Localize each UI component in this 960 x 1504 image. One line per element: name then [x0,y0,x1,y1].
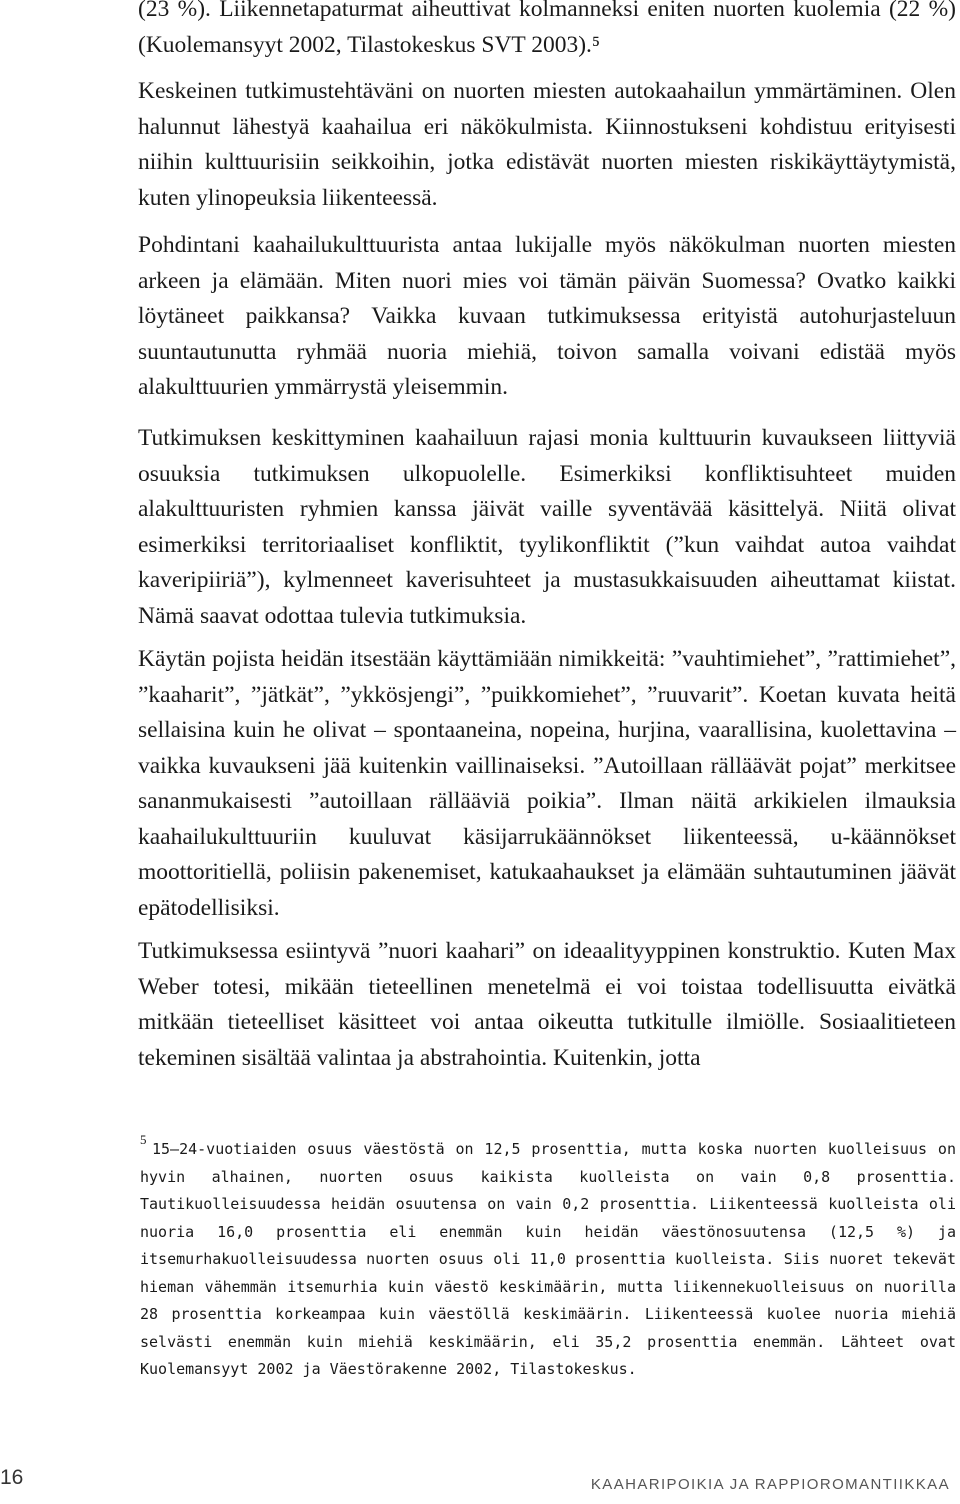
body-paragraph: Pohdintani kaahailukulttuurista antaa lukijalle myös näkökulman nuorten miesten arkeen ja elämään. Miten nuori mies voi tämän päivän Suomessa? Ovatko kaikki löytäneet paikkansa? Vaikka kuvaan tutkimuksessa erityistä autohurjasteluun suuntautunutta ryhmää nuoria miehiä, toivon samalla voivani edistää myös alakulttuurien ymmärrystä yleisemmin. [138,232,956,400]
page-number: 16 [0,1466,24,1489]
body-paragraph: Tutkimuksen keskittyminen kaahailuun rajasi monia kulttuurin kuvaukseen liittyviä osuuksia tutkimuksen ulkopuolelle. Esimerkiksi konfliktisuhteet muiden alakulttuuristen ryhmien kanssa jäivät vaille syventävää käsittelyä. Niitä olivat esimerkiksi territoriaaliset konfliktit, tyylikonfliktit (”kun vaihdat autoa vaihdat kaveripiiriä”), kylmenneet kaverisuhteet ja mustasukkaisuuden aiheuttamat kiistat. Nämä saavat odottaa tulevia tutkimuksia. [138,425,956,629]
body-paragraph: (23 %). Liikennetapaturmat aiheuttivat kolmanneksi eniten nuorten kuolemia (22 %) (Kuolemansyyt 2002, Tilastokeskus SVT 2003).⁵ [138,0,956,58]
running-head: KAAHARIPOIKIA JA RAPPIOROMANTIIKKAA [590,1476,950,1493]
body-paragraph: Keskeinen tutkimustehtäväni on nuorten miesten autokaahailun ymmärtäminen. Olen halunnut lähestyä kaahailua eri näkökulmista. Kiinnostukseni kohdistuu erityisesti niihin kulttuurisiin seikkoihin, jotka edistävät nuorten miesten riskikäyttäytymistä, kuten ylinopeuksia liikenteessä. [138,78,956,211]
body-paragraph: Käytän pojista heidän itsestään käyttämiään nimikkeitä: ”vauhtimiehet”, ”rattimiehet”, ”kaaharit”, ”jätkät”, ”ykkösjengi”, ”puikkomiehet”, ”ruuvarit”. Koetan kuvata heitä sellaisina kuin he olivat – spontaaneina, nopeina, hurjina, vaarallisina, kuolettavina – vaikka kuvaukseni jää kuitenkin vaillinaiseksi. ”Autoillaan rälläävät pojat” merkitsee sananmukaisesti ”autoillaan rällääviä poikia”. Ilman näitä arkikielen ilmauksia kaahailukulttuuriin kuuluvat käsijarrukäännökset liikenteessä, u-käännökset moottoritiellä, poliisin pakenemiset, katukaahaukset ja elämään suhtautuminen jäävät epätodellisiksi. [138,646,956,921]
footnote-text: 15–24-vuotiaiden osuus väestöstä on 12,5 prosenttia, mutta koska nuorten kuolleisuus on hyvin alhainen, nuorten osuus kaikista kuolleista on vain 0,8 prosenttia. Tautikuolleisuudessa heidän osuutensa on vain 0,2 prosenttia. Liikenteessä kuolleista oli nuoria 16,0 prosenttia eli enemmän kuin heidän väestönosuutensa (12,5 %) ja itsemurhakuolleisuudessa nuorten osuus oli 11,0 prosenttia kuolleista. Siis nuoret tekevät hieman vähemmän itsemurhia kuin väestö keskimäärin, mutta liikennekuolleisuus on nuorilla 28 prosenttia korkeampaa kuin väestöllä keskimäärin. Liikenteessä kuolee nuoria miehiä selvästi enemmän kuin miehiä keskimäärin, eli 35,2 prosenttia enemmän. Lähteet ovat Kuolemansyyt 2002 ja Väestörakenne 2002, Tilastokeskus. [140,1140,956,1378]
footnote-marker: 5 [140,1132,147,1147]
body-paragraph: Tutkimuksessa esiintyvä ”nuori kaahari” on ideaalityyppinen konstruktio. Kuten Max Weber totesi, mikään tieteellinen menetelmä ei voi toistaa todellisuutta eivätkä mitkään tieteelliset käsitteet voi antaa oikeutta tutkitulle ilmiölle. Sosiaalitieteen tekeminen sisältää valintaa ja abstrahointia. Kuitenkin, jotta [138,938,956,1071]
